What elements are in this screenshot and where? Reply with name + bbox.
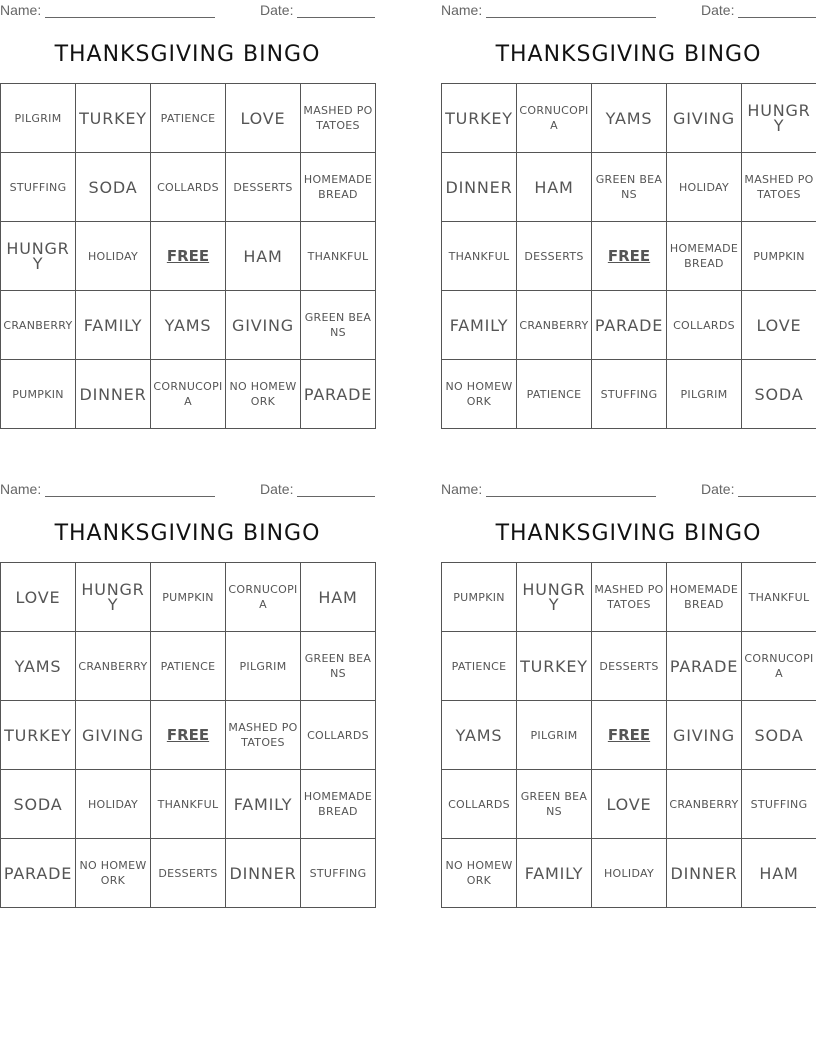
bingo-row — [442, 632, 816, 701]
bingo-row — [1, 360, 376, 429]
bingo-cell[interactable]: SODA — [742, 360, 816, 429]
name-label: Name: — [441, 2, 483, 18]
bingo-cell[interactable]: SODA — [76, 153, 151, 222]
bingo-row — [1, 563, 376, 632]
free-space-cell[interactable]: FREE — [592, 701, 667, 770]
bingo-cell[interactable]: DESSERTS — [517, 222, 592, 291]
bingo-cell[interactable]: FAMILY — [517, 839, 592, 908]
bingo-cell[interactable]: MASHED POTATOES — [226, 701, 301, 770]
date-blank-line[interactable] — [297, 482, 375, 497]
bingo-row — [442, 770, 816, 839]
bingo-cell[interactable]: SODA — [1, 770, 76, 839]
bingo-cell[interactable]: PARADE — [592, 291, 667, 360]
card-title: THANKSGIVING BINGO — [495, 521, 762, 546]
bingo-cell[interactable]: HAM — [226, 222, 301, 291]
bingo-row — [1, 770, 376, 839]
bingo-cell[interactable]: HUNGRY — [1, 222, 76, 291]
bingo-cell[interactable]: FAMILY — [442, 291, 517, 360]
card-title: THANKSGIVING BINGO — [495, 42, 762, 67]
bingo-cell[interactable]: GREEN BEANS — [592, 153, 667, 222]
bingo-cell[interactable]: PARADE — [667, 632, 742, 701]
bingo-cell[interactable]: COLLARDS — [301, 701, 376, 770]
date-field[interactable] — [701, 481, 816, 497]
bingo-cell[interactable]: CRANBERRY — [667, 770, 742, 839]
bingo-row — [442, 222, 816, 291]
card-title: THANKSGIVING BINGO — [54, 42, 321, 67]
bingo-cell[interactable]: HUNGRY — [742, 84, 816, 153]
bingo-row — [442, 84, 816, 153]
bingo-cell[interactable]: YAMS — [1, 632, 76, 701]
bingo-cell[interactable]: HAM — [742, 839, 816, 908]
date-blank-line[interactable] — [738, 3, 816, 18]
name-date-row — [0, 479, 375, 501]
bingo-cell[interactable]: HOLIDAY — [76, 770, 151, 839]
bingo-cell[interactable]: THANKFUL — [151, 770, 226, 839]
bingo-cell[interactable]: CORNUCOPIA — [742, 632, 816, 701]
bingo-cell[interactable]: HOMEMADE BREAD — [667, 563, 742, 632]
bingo-cell[interactable]: GIVING — [667, 701, 742, 770]
date-blank-line[interactable] — [297, 3, 375, 18]
free-space-cell[interactable]: FREE — [151, 701, 226, 770]
bingo-row — [442, 839, 816, 908]
name-label: Name: — [441, 481, 483, 497]
bingo-cell[interactable]: STUFFING — [301, 839, 376, 908]
name-date-row — [441, 0, 816, 22]
bingo-cell[interactable]: STUFFING — [1, 153, 76, 222]
bingo-cell[interactable]: PATIENCE — [151, 84, 226, 153]
bingo-cell[interactable]: DESSERTS — [226, 153, 301, 222]
bingo-cell[interactable]: CRANBERRY — [517, 291, 592, 360]
bingo-cell[interactable]: THANKFUL — [742, 563, 816, 632]
card-title: THANKSGIVING BINGO — [54, 521, 321, 546]
bingo-cell[interactable]: HUNGRY — [517, 563, 592, 632]
bingo-cell[interactable]: COLLARDS — [667, 291, 742, 360]
bingo-cell[interactable]: PATIENCE — [517, 360, 592, 429]
date-label: Date: — [260, 481, 294, 497]
date-blank-line[interactable] — [738, 482, 816, 497]
bingo-cell[interactable]: FAMILY — [76, 291, 151, 360]
bingo-card — [0, 479, 375, 887]
bingo-cell[interactable]: YAMS — [151, 291, 226, 360]
name-field[interactable] — [441, 2, 656, 18]
bingo-cell[interactable]: HOMEMADE BREAD — [667, 222, 742, 291]
bingo-row — [1, 222, 376, 291]
bingo-card — [441, 479, 816, 887]
bingo-cell[interactable]: GIVING — [667, 84, 742, 153]
bingo-cell[interactable]: TURKEY — [1, 701, 76, 770]
bingo-cell[interactable]: PATIENCE — [151, 632, 226, 701]
bingo-cell[interactable]: NO HOMEWORK — [226, 360, 301, 429]
bingo-cell[interactable]: PUMPKIN — [151, 563, 226, 632]
bingo-card — [0, 0, 375, 408]
bingo-row — [442, 153, 816, 222]
bingo-cell[interactable]: PILGRIM — [517, 701, 592, 770]
date-label: Date: — [701, 2, 735, 18]
bingo-cell[interactable]: COLLARDS — [151, 153, 226, 222]
bingo-cell[interactable]: DESSERTS — [151, 839, 226, 908]
name-blank-line[interactable] — [486, 482, 656, 497]
bingo-cell[interactable]: THANKFUL — [442, 222, 517, 291]
free-space-cell[interactable]: FREE — [151, 222, 226, 291]
bingo-cell[interactable]: CRANBERRY — [1, 291, 76, 360]
bingo-cell[interactable]: GIVING — [76, 701, 151, 770]
bingo-cell[interactable]: GIVING — [226, 291, 301, 360]
bingo-cell[interactable]: DINNER — [226, 839, 301, 908]
bingo-row — [1, 839, 376, 908]
bingo-cell[interactable]: CRANBERRY — [76, 632, 151, 701]
name-field[interactable] — [0, 481, 215, 497]
bingo-cell[interactable]: MASHED POTATOES — [742, 153, 816, 222]
bingo-grid — [0, 83, 376, 429]
name-field[interactable] — [0, 2, 215, 18]
bingo-grid — [0, 562, 376, 908]
bingo-cell[interactable]: TURKEY — [517, 632, 592, 701]
bingo-cell[interactable]: LOVE — [592, 770, 667, 839]
bingo-cell[interactable]: COLLARDS — [442, 770, 517, 839]
bingo-row — [1, 701, 376, 770]
bingo-cell[interactable]: TURKEY — [76, 84, 151, 153]
bingo-cell[interactable]: HAM — [517, 153, 592, 222]
bingo-cell[interactable]: NO HOMEWORK — [76, 839, 151, 908]
bingo-cell[interactable]: STUFFING — [742, 770, 816, 839]
bingo-cell[interactable]: PUMPKIN — [742, 222, 816, 291]
bingo-cell[interactable]: FAMILY — [226, 770, 301, 839]
bingo-cell[interactable]: MASHED POTATOES — [301, 84, 376, 153]
bingo-cell[interactable]: HUNGRY — [76, 563, 151, 632]
date-label: Date: — [260, 2, 294, 18]
bingo-cell[interactable]: DESSERTS — [592, 632, 667, 701]
bingo-cell[interactable]: CORNUCOPIA — [226, 563, 301, 632]
bingo-cell[interactable]: STUFFING — [592, 360, 667, 429]
bingo-row — [442, 563, 816, 632]
name-blank-line[interactable] — [486, 3, 656, 18]
bingo-row — [1, 291, 376, 360]
bingo-cell[interactable]: PUMPKIN — [1, 360, 76, 429]
date-field[interactable] — [260, 2, 375, 18]
bingo-cell[interactable]: NO HOMEWORK — [442, 839, 517, 908]
bingo-card — [441, 0, 816, 408]
bingo-cell[interactable]: TURKEY — [442, 84, 517, 153]
date-field[interactable] — [260, 481, 375, 497]
bingo-cell[interactable]: PARADE — [301, 360, 376, 429]
bingo-cell[interactable]: DINNER — [442, 153, 517, 222]
bingo-row — [442, 360, 816, 429]
date-label: Date: — [701, 481, 735, 497]
name-blank-line[interactable] — [45, 482, 215, 497]
name-date-row — [441, 479, 816, 501]
bingo-cell[interactable]: THANKFUL — [301, 222, 376, 291]
name-date-row — [0, 0, 375, 22]
bingo-grid — [441, 562, 816, 908]
bingo-cell[interactable]: DINNER — [76, 360, 151, 429]
bingo-cell[interactable]: PARADE — [1, 839, 76, 908]
bingo-cell[interactable]: YAMS — [592, 84, 667, 153]
bingo-cell[interactable]: DINNER — [667, 839, 742, 908]
bingo-cell[interactable]: PILGRIM — [1, 84, 76, 153]
bingo-cell[interactable]: PILGRIM — [226, 632, 301, 701]
bingo-row — [442, 291, 816, 360]
bingo-grid — [441, 83, 816, 429]
bingo-cell[interactable]: MASHED POTATOES — [592, 563, 667, 632]
bingo-row — [1, 153, 376, 222]
bingo-cell[interactable]: HAM — [301, 563, 376, 632]
bingo-cell[interactable]: HOMEMADE BREAD — [301, 153, 376, 222]
name-field[interactable] — [441, 481, 656, 497]
bingo-cell[interactable]: GREEN BEANS — [301, 291, 376, 360]
bingo-row — [1, 84, 376, 153]
bingo-cell[interactable]: NO HOMEWORK — [442, 360, 517, 429]
bingo-cell[interactable]: PATIENCE — [442, 632, 517, 701]
bingo-cell[interactable]: HOLIDAY — [76, 222, 151, 291]
bingo-cell[interactable]: GREEN BEANS — [301, 632, 376, 701]
bingo-cell[interactable]: HOLIDAY — [667, 153, 742, 222]
bingo-row — [442, 701, 816, 770]
bingo-cell[interactable]: CORNUCOPIA — [517, 84, 592, 153]
bingo-cell[interactable]: HOLIDAY — [592, 839, 667, 908]
bingo-cell[interactable]: HOMEMADE BREAD — [301, 770, 376, 839]
bingo-cell[interactable]: YAMS — [442, 701, 517, 770]
name-label: Name: — [0, 2, 42, 18]
bingo-cell[interactable]: PILGRIM — [667, 360, 742, 429]
bingo-cell[interactable]: LOVE — [226, 84, 301, 153]
name-label: Name: — [0, 481, 42, 497]
bingo-row — [1, 632, 376, 701]
bingo-cell[interactable]: SODA — [742, 701, 816, 770]
bingo-cell[interactable]: LOVE — [742, 291, 816, 360]
free-space-cell[interactable]: FREE — [592, 222, 667, 291]
bingo-cell[interactable]: LOVE — [1, 563, 76, 632]
date-field[interactable] — [701, 2, 816, 18]
bingo-cell[interactable]: CORNUCOPIA — [151, 360, 226, 429]
name-blank-line[interactable] — [45, 3, 215, 18]
bingo-cell[interactable]: PUMPKIN — [442, 563, 517, 632]
bingo-cell[interactable]: GREEN BEANS — [517, 770, 592, 839]
